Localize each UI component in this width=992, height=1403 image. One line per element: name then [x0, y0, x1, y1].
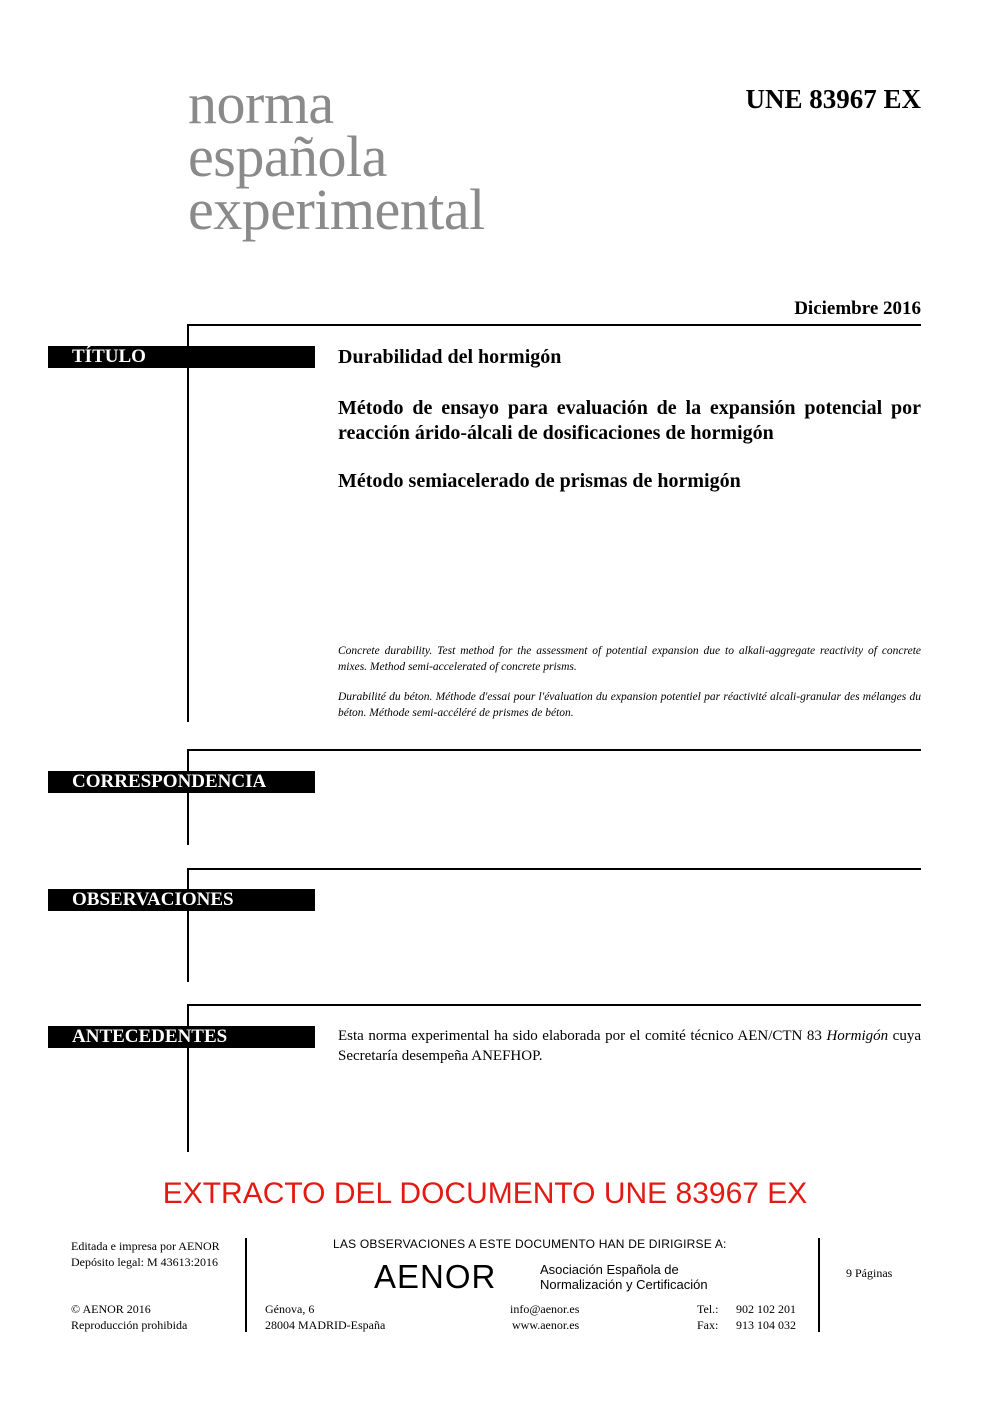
- publication-date: Diciembre 2016: [794, 298, 921, 319]
- antecedentes-text-italic: Hormigón: [826, 1028, 889, 1044]
- titulo-french: Durabilité du béton. Méthode d'essai pour l'évaluation du expansion potentiel par réactivité alcali-granular des mélanges du béton. Méthode semi-accéléré de prismes de béton.: [338, 691, 921, 719]
- aenor-name-line-1: Asociación Española de: [540, 1262, 679, 1277]
- footer-observations-heading: LAS OBSERVACIONES A ESTE DOCUMENTO HAN DE DIRIGIRSE A:: [333, 1237, 727, 1251]
- antecedentes-text-before: Esta norma experimental ha sido elaborada por el comité técnico AEN/CTN 83: [338, 1028, 827, 1044]
- footer-reproduction: Reproducción prohibida: [71, 1318, 188, 1332]
- footer-email[interactable]: info@aenor.es: [510, 1302, 580, 1316]
- brand-line-3: experimental: [188, 177, 485, 242]
- titulo-line-1: Durabilidad del hormigón: [338, 346, 562, 368]
- footer-copyright: © AENOR 2016: [71, 1302, 151, 1316]
- footer-separator-left: [245, 1238, 247, 1332]
- footer-edited: Editada e impresa por AENOR: [71, 1239, 220, 1253]
- titulo-vertical-rule: [187, 324, 189, 722]
- titulo-line-2: Método de ensayo para evaluación de la expansión potencial por reacción árido-álcali de dosificaciones de hormigón: [338, 397, 921, 444]
- titulo-line-3: Método semiacelerado de prismas de hormigón: [338, 470, 741, 492]
- footer-pages: 9 Páginas: [846, 1266, 893, 1280]
- correspondencia-label: CORRESPONDENCIA: [48, 771, 315, 793]
- antecedentes-label: ANTECEDENTES: [48, 1026, 315, 1048]
- titulo-english: Concrete durability. Test method for the assessment of potential expansion due to alkali-aggregate reactivity of concrete mixes. Method semi-accelerated of concrete prisms.: [338, 645, 921, 673]
- footer-web[interactable]: www.aenor.es: [512, 1318, 580, 1332]
- footer-address-1: Génova, 6: [265, 1302, 315, 1316]
- brand-line-2: española: [188, 124, 387, 189]
- titulo-top-rule: [188, 324, 921, 326]
- titulo-label: TÍTULO: [48, 346, 315, 368]
- footer-tel-label: Tel.:: [697, 1302, 719, 1316]
- footer-deposit: Depósito legal: M 43613:2016: [71, 1255, 218, 1269]
- antecedentes-text-after: cuya Secretaría desempeña ANEFHOP.: [338, 1028, 921, 1064]
- aenor-logo: AENOR: [374, 1258, 497, 1295]
- footer-separator-right: [818, 1238, 820, 1332]
- observaciones-vertical-rule: [187, 868, 189, 982]
- correspondencia-top-rule: [188, 749, 921, 751]
- aenor-name-line-2: Normalización y Certificación: [540, 1277, 708, 1292]
- brand-line-1: norma: [188, 71, 334, 136]
- footer-tel: 902 102 201: [736, 1302, 796, 1316]
- correspondencia-vertical-rule: [187, 749, 189, 845]
- aenor-name: [540, 1262, 708, 1292]
- antecedentes-text: [338, 1026, 921, 1066]
- footer-address-2: 28004 MADRID-España: [265, 1318, 386, 1332]
- antecedentes-top-rule: [188, 1004, 921, 1006]
- standard-code: UNE 83967 EX: [745, 84, 921, 114]
- footer-fax: 913 104 032: [736, 1318, 796, 1332]
- observaciones-top-rule: [188, 868, 921, 870]
- footer-fax-label: Fax:: [697, 1318, 719, 1332]
- observaciones-label: OBSERVACIONES: [48, 889, 315, 911]
- brand-title: [188, 71, 485, 242]
- extract-banner: EXTRACTO DEL DOCUMENTO UNE 83967 EX: [162, 1177, 808, 1210]
